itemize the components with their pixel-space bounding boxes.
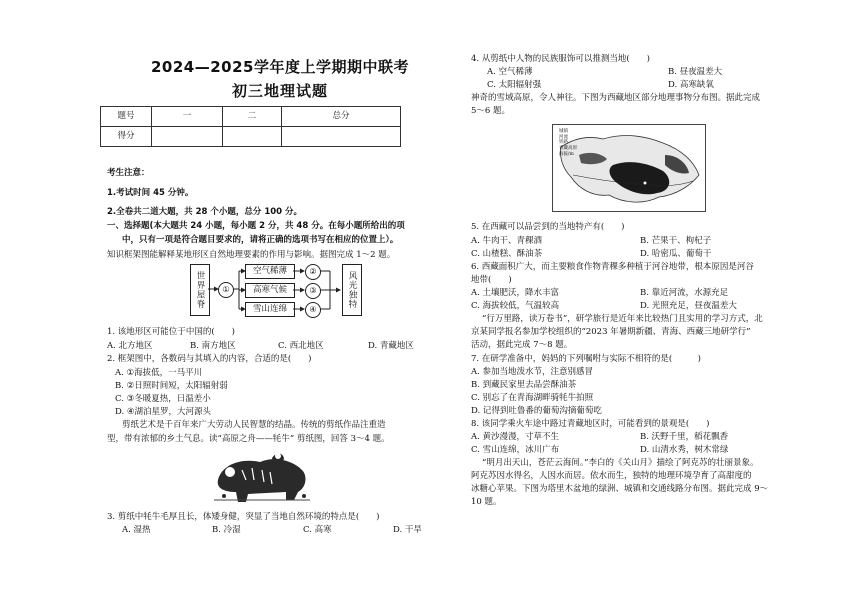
score-table — [100, 106, 401, 147]
diagram-left-box: 世界屋脊 — [190, 264, 210, 316]
notice-item-1: 1.考试时间 45 分钟。 — [107, 188, 194, 198]
q3-option-d[interactable]: D. 干旱 — [393, 525, 422, 535]
diagram-circle-3: ③ — [305, 283, 321, 299]
score-cell[interactable] — [223, 127, 282, 147]
q2-option-b[interactable]: B. ②日照时间短，太阳辐射弱 — [115, 381, 228, 391]
notice-heading: 考生注意： — [107, 168, 150, 178]
q8-option-c[interactable]: C. 雪山连绵，冰川广布 — [471, 445, 560, 455]
diagram-arrows — [208, 262, 342, 320]
legend-item: 河流 — [559, 134, 568, 140]
table-cell: 总分 — [282, 107, 401, 127]
exam-title: 2024—2025学年度上学期期中联考 — [151, 58, 409, 76]
q2-stem: 2. 框架图中，各数码与其填入的内容，合适的是( ) — [107, 354, 312, 364]
diagram-circle-4: ④ — [305, 302, 321, 318]
q8-option-a[interactable]: A. 黄沙漫漫，寸草不生 — [471, 432, 560, 442]
q5-option-b[interactable]: B. 芒果干、枸杞子 — [640, 236, 712, 246]
papercut-intro-line1: 剪纸艺术是千百年来广大劳动人民智慧的结晶。传统的剪纸作品注重造 — [122, 420, 386, 430]
exam-subtitle: 初三地理试题 — [231, 82, 328, 100]
q3-option-a[interactable]: A. 湿热 — [122, 525, 151, 535]
intro-1-2: 知识框架图能解释某地形区自然地理要素的作用与影响。据图完成 1～2 题。 — [107, 250, 396, 260]
q7-option-a[interactable]: A. 参加当地泼水节，注意别感冒 — [471, 367, 594, 377]
q2-option-d[interactable]: D. ④湖泊星罗，大河源头 — [115, 407, 212, 417]
legend-item: 海拔/m — [559, 151, 574, 157]
table-cell: 一 — [152, 107, 223, 127]
section-heading-line1: 一、选择题(本大题共 24 小题，每小题 2 分，共 48 分。在每小题所给出的项 — [107, 221, 405, 231]
q4-stem: 4. 从剪纸中人物的民族服饰可以推测当地( ) — [471, 54, 650, 64]
legend-item: 铁路 — [559, 140, 568, 146]
q6-option-a[interactable]: A. 土壤肥沃，降水丰富 — [471, 288, 560, 298]
q4-option-c[interactable]: C. 太阳辐射强 — [487, 80, 542, 90]
q1-option-b[interactable]: B. 南方地区 — [190, 341, 236, 351]
q3-stem: 3. 剪纸中牦牛毛厚且长，体矮身健，突显了当地自然环境的特点是( ) — [107, 512, 380, 522]
diagram-box-2: 高寒气候 — [245, 283, 295, 298]
legend-item: 城镇 — [559, 129, 568, 134]
q4-option-d[interactable]: D. 高寒缺氧 — [668, 80, 714, 90]
diagram-circle-1: ① — [218, 282, 234, 298]
trip-intro-line2: 京某同学报名参加学校组织的“2023 年暑期新疆、青海、西藏三地研学行” — [471, 327, 751, 337]
q1-option-c[interactable]: C. 西北地区 — [278, 341, 324, 351]
q7-option-b[interactable]: B. 到藏民家里去品尝酥油茶 — [471, 380, 577, 390]
table-cell: 二 — [223, 107, 282, 127]
q5-stem: 5. 在西藏可以品尝到的当地特产有( ) — [471, 222, 625, 232]
trip-intro-line3: 活动，据此完成 7～8 题。 — [471, 340, 573, 350]
legend-item: 青藏高原 — [559, 145, 577, 151]
q6-option-d[interactable]: D. 光照充足，昼夜温差大 — [640, 301, 737, 311]
q6-option-b[interactable]: B. 靠近河流，水源充足 — [640, 288, 729, 298]
section-heading-line2: 中，只有一项是符合题目要求的，请将正确的选项书写在相应的位置上）。 — [122, 235, 399, 245]
q5-option-d[interactable]: D. 哈密瓜、葡萄干 — [640, 249, 712, 259]
table-row — [101, 127, 401, 147]
score-cell[interactable] — [282, 127, 401, 147]
q1-option-a[interactable]: A. 北方地区 — [107, 341, 153, 351]
tianshan-intro-line2: 阿克苏因水得名，人因水而居。依水而生，独特的地理环境孕育了高甜度的 — [471, 471, 752, 481]
yak-papercut-image — [212, 450, 312, 504]
trip-intro-line1: “行万里路，读万卷书”，研学旅行是近年来比较热门且实用的学习方式，北 — [482, 314, 763, 324]
diagram-box-3: 雪山连绵 — [245, 302, 295, 317]
table-row — [101, 107, 401, 127]
q7-option-c[interactable]: C. 别忘了在青海湖畔骑牦牛拍照 — [471, 393, 594, 403]
diagram-right-box: 风光独特 — [342, 264, 362, 316]
table-cell: 得分 — [101, 127, 152, 147]
q4-option-b[interactable]: B. 昼夜温差大 — [668, 67, 723, 77]
map-legend — [559, 129, 577, 157]
papercut-intro-line2: 型，带有浓郁的乡土气息。读“高原之舟——牦牛” 剪纸图，回答 3～4 题。 — [107, 434, 390, 444]
tianshan-intro-line3: 冰糖心苹果。下图为塔里木盆地的绿洲、城镇和交通线路分布图。据此完成 9～ — [471, 484, 769, 494]
q5-option-a[interactable]: A. 牛肉干、青稞酒 — [471, 236, 543, 246]
tibet-intro-line2: 5～6 题。 — [471, 106, 511, 116]
table-cell: 题号 — [101, 107, 152, 127]
diagram-box-1: 空气稀薄 — [245, 264, 295, 279]
q8-stem: 8. 该同学乘火车途中路过青藏地区时，可能看到的景观是( ) — [471, 419, 710, 429]
score-cell[interactable] — [152, 127, 223, 147]
notice-item-2: 2.全卷共二道大题，共 28 个小题，总分 100 分。 — [107, 207, 303, 217]
q8-option-d[interactable]: D. 山清水秀，树木常绿 — [640, 445, 729, 455]
q6-stem-2: 地带( ) — [471, 275, 512, 285]
q5-option-c[interactable]: C. 山楂糕、酥油茶 — [471, 249, 543, 259]
q3-option-b[interactable]: B. 冷湿 — [212, 525, 241, 535]
q7-option-d[interactable]: D. 记得到吐鲁番的葡萄沟摘葡萄吃 — [471, 406, 602, 416]
tibet-map — [552, 124, 706, 212]
tibet-intro-line1: 神奇的雪域高原，令人神往。下图为西藏地区部分地理事物分布图。据此完成 — [471, 93, 761, 103]
q6-option-c[interactable]: C. 海拔较低，气温较高 — [471, 301, 560, 311]
q1-stem: 1. 该地形区可能位于中国的( ) — [107, 327, 235, 337]
diagram-circle-2: ② — [305, 264, 321, 280]
q6-stem: 6. 西藏面积广大，而主要粮食作物青稞多种植于河谷地带，根本原因是河谷 — [471, 262, 754, 272]
tianshan-intro-line1: “明月出天山，苍茫云海间。”李白的《关山月》描绘了阿克苏的壮丽景象。 — [482, 458, 759, 468]
q1-option-d[interactable]: D. 青藏地区 — [368, 341, 414, 351]
q8-option-b[interactable]: B. 沃野千里，稻花飘香 — [640, 432, 729, 442]
q4-option-a[interactable]: A. 空气稀薄 — [487, 67, 533, 77]
q3-option-c[interactable]: C. 高寒 — [303, 525, 332, 535]
tianshan-intro-line4: 10 题。 — [471, 497, 502, 507]
q2-option-c[interactable]: C. ③冬暖夏热，日温差小 — [115, 394, 211, 404]
q2-option-a[interactable]: A. ①海拔低，一马平川 — [115, 368, 203, 378]
q7-stem: 7. 在研学准备中，妈妈的下列嘱咐与实际不相符的是( ) — [471, 354, 701, 364]
